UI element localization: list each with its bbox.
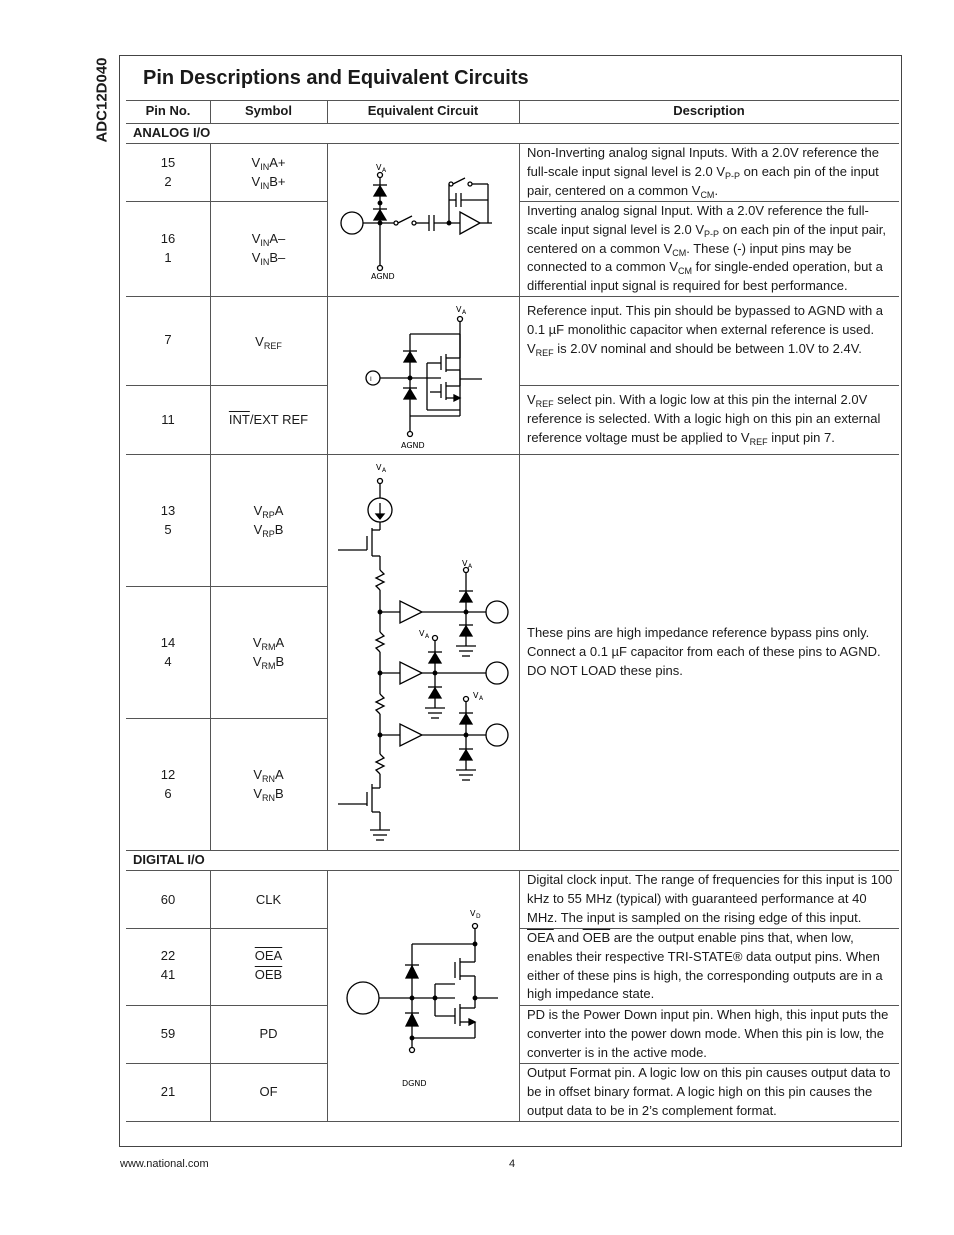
svg-text:V: V [376, 463, 382, 472]
col-divider [327, 100, 328, 123]
row-rule [126, 385, 327, 386]
col-header-pin: Pin No. [145, 103, 191, 118]
side-part-number: ADC12D040 [93, 57, 111, 143]
col-divider [519, 100, 520, 123]
pin-no: 22 41 [160, 948, 176, 982]
pin-description: $\overline{OEA}$ and $\overline{OEB}$ are the output enable pins that, when low, enables their respective TRI-STATE® data output pins. When either of these pins is high, the corresponding outputs are in a high impedance state. [527, 930, 883, 1002]
pin-no: 16 1 [160, 231, 176, 265]
pin-symbol: $V_{IN}A+$ $V_{IN}B+$ [251, 155, 286, 191]
row-rule [126, 850, 899, 851]
pin-symbol: $V_{RN}A$ $V_{RN}B$ [253, 767, 284, 803]
pin-no: 11 [161, 412, 175, 427]
svg-text:V: V [376, 163, 382, 172]
row-rule [126, 201, 327, 202]
pin-no: 21 [160, 1084, 176, 1099]
col-header-description: Description [673, 103, 745, 118]
pin-symbol: PD [259, 1026, 278, 1041]
svg-text:V: V [470, 909, 476, 918]
row-rule [126, 454, 899, 455]
pin-symbol: CLK [255, 892, 282, 907]
svg-text:V: V [473, 691, 479, 700]
pin-description: Inverting analog signal Input. With a 2.0V reference the full-scale input signal level is 2.0 $V_{P-P}$ on each pin of the input pair, centered on a common $V_{CM}$. These (-) input pins may be connected to a common $V_{CM}$ for single-ended operation, but a differential input signal is required for best performance. [527, 203, 887, 294]
svg-text:A: A [382, 167, 387, 174]
pin-symbol: $\overline{OEA}$ $\overline{OEB}$ [254, 948, 283, 982]
col-divider [327, 143, 328, 850]
col-divider [327, 870, 328, 1121]
col-divider [519, 870, 520, 1121]
pin-no: 15 2 [160, 155, 176, 189]
pin-no: 14 4 [160, 635, 176, 669]
table-top-rule [126, 100, 899, 101]
svg-text:A: A [425, 633, 430, 640]
row-rule [126, 296, 899, 297]
pin-symbol: $V_{REF}$ [255, 334, 282, 351]
section-analog: ANALOG I/O [133, 125, 211, 140]
svg-text:V: V [419, 629, 425, 638]
page-title: Pin Descriptions and Equivalent Circuits [143, 67, 529, 89]
pin-no: 60 [160, 892, 176, 907]
row-rule [126, 1063, 327, 1064]
vref-circuit [330, 300, 516, 452]
svg-text:A: A [479, 695, 484, 702]
svg-text:A: A [468, 563, 473, 570]
pin-no: 13 5 [160, 503, 176, 537]
section-digital: DIGITAL I/O [133, 852, 205, 867]
svg-text:AGND: AGND [401, 441, 425, 450]
svg-text:A: A [462, 309, 467, 316]
pin-description: PD is the Power Down input pin. When high, this input puts the converter into the power down mode. When this pin is low, the converter is in the active mode. [527, 1007, 889, 1060]
svg-text:AGND: AGND [371, 272, 395, 281]
bypass-description: These pins are high impedance reference bypass pins only. Connect a 0.1 µF capacitor from each of these pins to AGND. DO NOT LOAD these pins. [527, 625, 881, 678]
pin-description: Non-Inverting analog signal Inputs. With a 2.0V reference the full-scale input signal level is 2.0 $V_{P-P}$ on each pin of the input pair, centered on a common $V_{CM}$. [527, 145, 879, 200]
pin-symbol: $V_{RP}A$ $V_{RP}B$ [253, 503, 284, 539]
footer-site: www.national.com [120, 1158, 209, 1170]
pin-description: Reference input. This pin should be bypassed to AGND with a 0.1 µF monolithic capacitor when external reference is used. $V_{REF}$ is 2.0V nominal and should be between 1.0V to 2.4V. [527, 303, 884, 358]
row-rule [519, 385, 899, 386]
col-header-circuit: Equivalent Circuit [367, 103, 479, 118]
header-rule [126, 123, 899, 124]
col-divider [519, 143, 520, 850]
pin-symbol: OF [259, 1084, 278, 1099]
footer-page-number: 4 [509, 1158, 516, 1170]
pin-symbol: $V_{IN}A-$ $V_{IN}B-$ [251, 231, 286, 267]
row-rule [126, 928, 327, 929]
pin-description: Output Format pin. A logic low on this pin causes output data to be in offset binary format. A logic high on this pin causes the output data to be in 2’s complement format. [527, 1065, 891, 1118]
pin-no: 12 6 [160, 767, 176, 801]
svg-text:V: V [462, 559, 468, 568]
pin-symbol: $V_{RM}A$ $V_{RM}B$ [252, 635, 285, 671]
svg-text:DGND: DGND [402, 1079, 427, 1088]
row-rule [126, 586, 327, 587]
analog-input-circuit [330, 148, 516, 292]
pin-symbol: $\overline{INT}$/EXT REF [228, 412, 309, 427]
svg-text:A: A [382, 467, 387, 474]
reference-bypass-circuit [330, 458, 516, 848]
pin-description: Digital clock input. The range of frequencies for this input is 100 kHz to 55 MHz (typical) with guaranteed performance at 40 MHz. The input is sampled on the rising edge of this input. [527, 872, 893, 925]
col-divider [210, 100, 211, 123]
pin-description: $V_{REF}$ select pin. With a logic low at this pin the internal 2.0V reference is selected. With a logic high on this pin an external reference voltage must be applied to $V_{REF}$ input pin 7. [527, 392, 881, 447]
row-rule [126, 1005, 327, 1006]
col-header-symbol: Symbol [245, 103, 292, 118]
pin-no: 7 [164, 332, 172, 347]
svg-text:I: I [370, 376, 372, 383]
row-rule [126, 718, 327, 719]
digital-input-circuit [330, 900, 516, 1092]
pin-no: 59 [160, 1026, 176, 1041]
table-bottom-rule [126, 1121, 899, 1122]
svg-text:V: V [456, 305, 462, 314]
svg-text:D: D [476, 913, 481, 920]
